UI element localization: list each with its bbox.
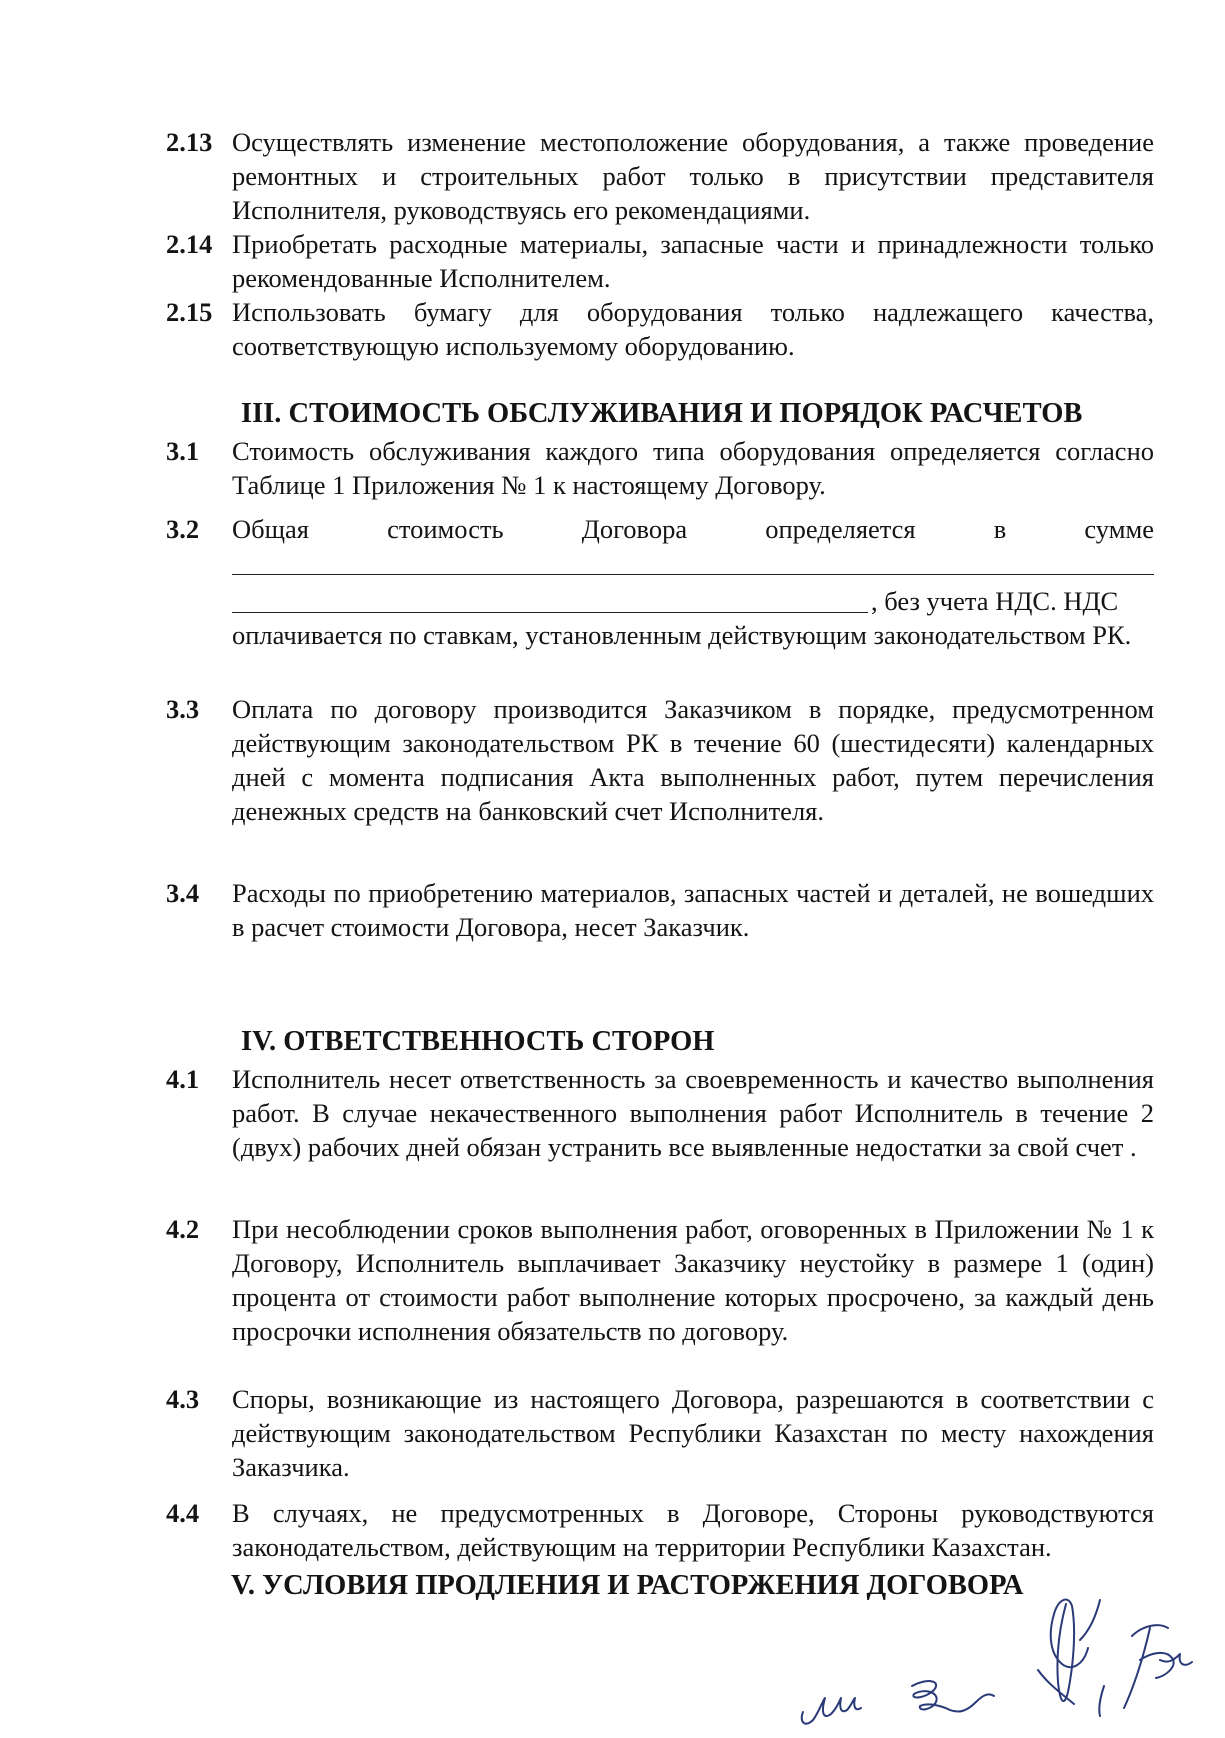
signature-3 xyxy=(1038,1600,1100,1704)
clause-number: 4.4 xyxy=(166,1498,200,1528)
clause-number: 3.3 xyxy=(166,694,200,724)
amount-blank-line-1 xyxy=(232,574,1154,575)
clause-text: Использовать бумагу для оборудования только надлежащего качества, соответствующую используемому оборудованию. xyxy=(232,297,1154,361)
clause-text: В случаях, не предусмотренных в Договоре, Стороны руководствуются законодательством, действующим на территории Республики Казахстан. xyxy=(232,1498,1154,1562)
clause-text: Споры, возникающие из настоящего Договора, разрешаются в соответствии с действующим законодательством Республики Казахстан по месту нахождения Заказчика. xyxy=(232,1384,1154,1482)
clause-number: 3.1 xyxy=(166,436,200,466)
signature-initial-1 xyxy=(802,1698,861,1724)
clause-number: 3.2 xyxy=(166,514,200,544)
clause-text: Стоимость обслуживания каждого типа оборудования определяется согласно Таблице 1 Приложения № 1 к настоящему Договору. xyxy=(232,436,1154,500)
signature-4 xyxy=(1099,1625,1192,1716)
clause-number: 2.15 xyxy=(166,297,213,327)
section-3-heading: III. СТОИМОСТЬ ОБСЛУЖИВАНИЯ И ПОРЯДОК РАСЧЕТОВ xyxy=(241,398,1083,429)
amount-blank-line-2 xyxy=(232,612,868,613)
clause-text: Исполнитель несет ответственность за своевременность и качество выполнения работ. В случае некачественного выполнения работ Исполнитель в течение 2 (двух) рабочих дней обязан устранить все выявленные недостатки за свой счет . xyxy=(232,1064,1154,1162)
signature-initial-2 xyxy=(912,1681,994,1712)
section-4-heading: IV. ОТВЕТСТВЕННОСТЬ СТОРОН xyxy=(241,1026,715,1057)
clause-text: оплачивается по ставкам, установленным действующим законодательством РК. xyxy=(232,620,1132,650)
clause-text: Оплата по договору производится Заказчиком в порядке, предусмотренном действующим законодательством РК в течение 60 (шестидесяти) календарных дней с момента подписания Акта выполненных работ, путем перечисления денежных средств на банковский счет Исполнителя. xyxy=(232,694,1154,826)
clause-number: 4.3 xyxy=(166,1384,200,1414)
section-5-heading: V. УСЛОВИЯ ПРОДЛЕНИЯ И РАСТОРЖЕНИЯ ДОГОВОРА xyxy=(231,1570,1024,1601)
clause-number: 2.13 xyxy=(166,127,213,157)
clause-number: 4.2 xyxy=(166,1214,200,1244)
clause-text: Расходы по приобретению материалов, запасных частей и деталей, не вошедших в расчет стоимости Договора, несет Заказчик. xyxy=(232,878,1154,942)
clause-text: При несоблюдении сроков выполнения работ, оговоренных в Приложении № 1 к Договору, Исполнитель выплачивает Заказчику неустойку в размере 1 (один) процента от стоимости работ выполнение которых просрочено, за каждый день просрочки исполнения обязательств по договору. xyxy=(232,1214,1154,1346)
clause-text-vat: , без учета НДС. НДС xyxy=(871,586,1119,616)
clause-text-first-line: Общая стоимость Договора определяется в сумме xyxy=(232,514,1154,544)
clause-text: Приобретать расходные материалы, запасные части и принадлежности только рекомендованные Исполнителем. xyxy=(232,229,1154,293)
clause-text: Осуществлять изменение местоположение оборудования, а также проведение ремонтных и строительных работ только в присутствии представителя Исполнителя, руководствуясь его рекомендациями. xyxy=(232,127,1154,225)
clause-number: 4.1 xyxy=(166,1064,200,1094)
clause-number: 3.4 xyxy=(166,878,200,908)
clause-number: 2.14 xyxy=(166,229,213,259)
